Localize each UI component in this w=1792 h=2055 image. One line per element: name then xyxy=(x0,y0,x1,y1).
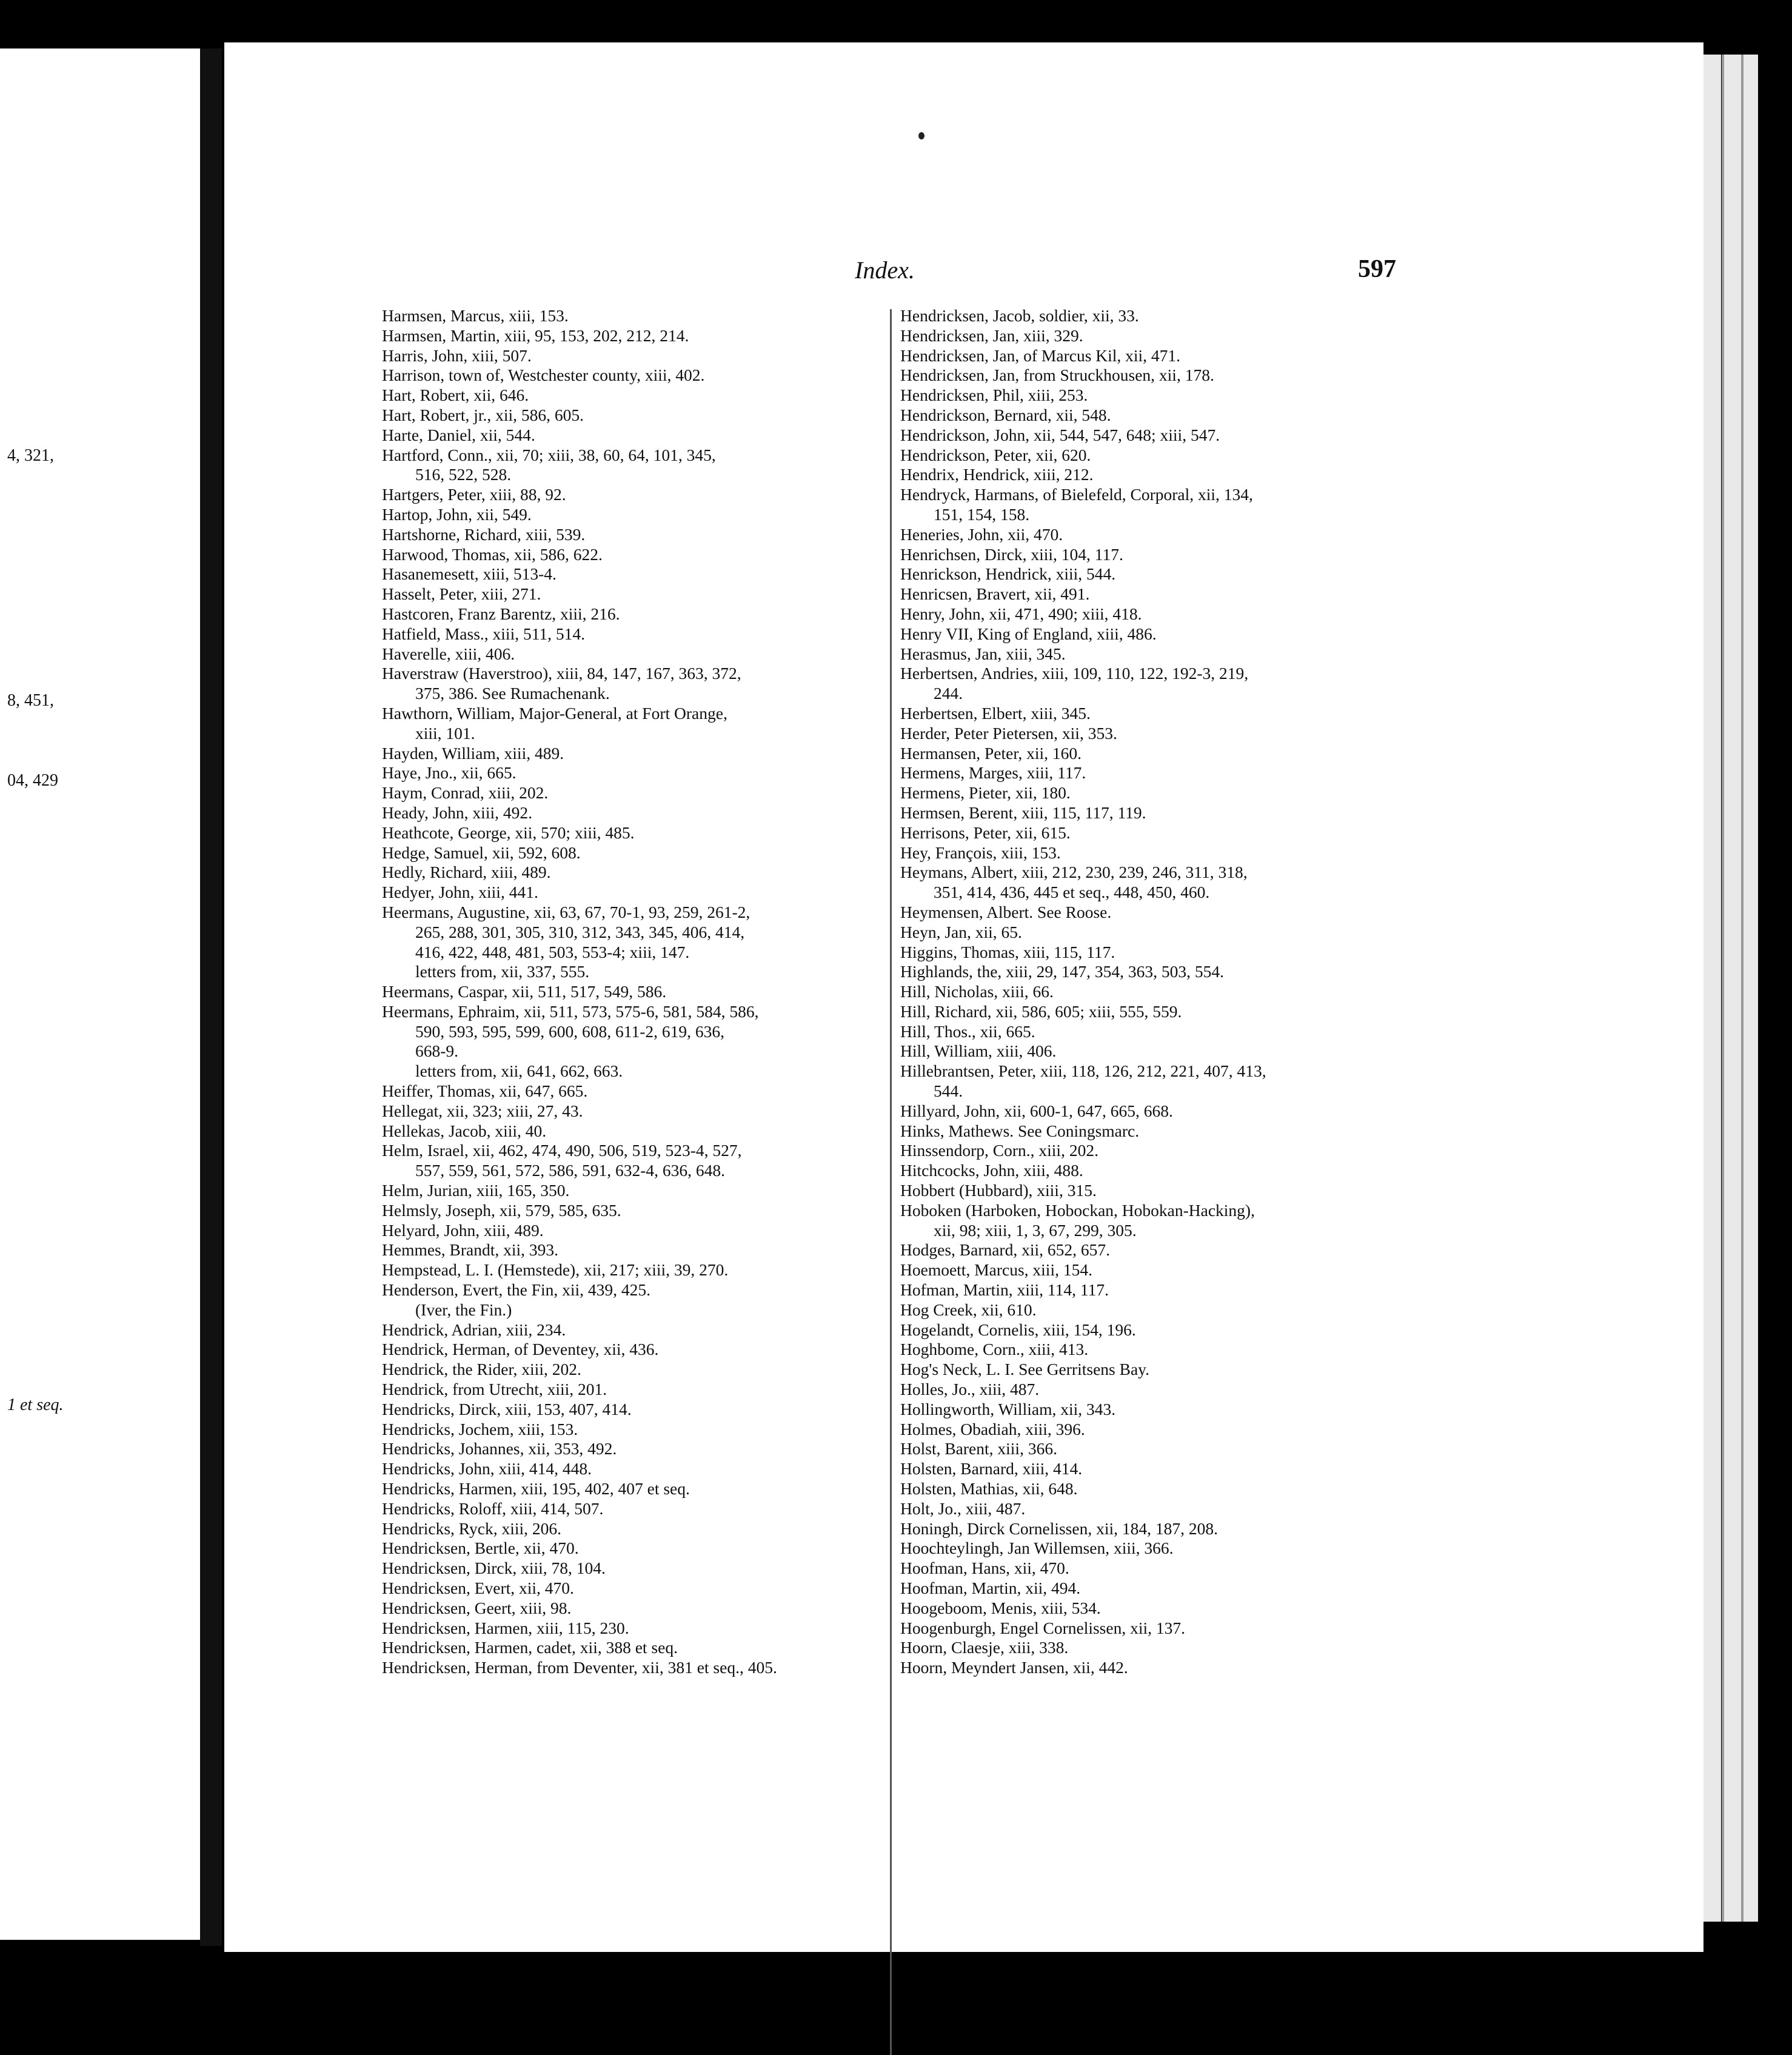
index-entry: 516, 522, 528. xyxy=(415,465,512,484)
index-entry: Hedly, Richard, xiii, 489. xyxy=(382,863,551,882)
facing-page-fragment: 4, 321, xyxy=(7,446,54,465)
index-entry: Holt, Jo., xiii, 487. xyxy=(900,1499,1026,1518)
index-column-right xyxy=(900,306,1416,1678)
index-entry: Haverelle, xiii, 406. xyxy=(382,644,515,663)
index-entry: Hoboken (Harboken, Hobockan, Hobokan-Hacking), xyxy=(900,1200,1255,1220)
index-entry: Hoemoett, Marcus, xiii, 154. xyxy=(900,1260,1092,1280)
index-entry: Hoochteylingh, Jan Willemsen, xiii, 366. xyxy=(900,1539,1174,1558)
index-entry: Hellegat, xii, 323; xiii, 27, 43. xyxy=(382,1101,583,1120)
index-entry: Hoghbome, Corn., xiii, 413. xyxy=(900,1340,1089,1359)
index-entry: Hendrickson, Bernard, xii, 548. xyxy=(900,405,1111,424)
index-entry: Hoorn, Claesje, xiii, 338. xyxy=(900,1638,1069,1657)
index-entry: Hoofman, Hans, xii, 470. xyxy=(900,1559,1069,1578)
index-entry: Hendricks, Dirck, xiii, 153, 407, 414. xyxy=(382,1399,632,1418)
index-entry: Hendricksen, Phil, xiii, 253. xyxy=(900,386,1088,405)
index-entry: (Iver, the Fin.) xyxy=(415,1300,512,1319)
index-entry: Hart, Robert, jr., xii, 586, 605. xyxy=(382,405,584,424)
index-entry: Hendrick, Adrian, xiii, 234. xyxy=(382,1320,566,1339)
index-entry: Herbertsen, Elbert, xiii, 345. xyxy=(900,703,1091,723)
index-entry: 590, 593, 595, 599, 600, 608, 611-2, 619, 636, xyxy=(415,1021,725,1041)
index-page xyxy=(224,42,1703,1952)
facing-page-fragment: 1 et seq. xyxy=(7,1395,64,1414)
index-entry: Hendrick, Herman, of Deventey, xii, 436. xyxy=(382,1340,659,1359)
index-entry: Hog's Neck, L. I. See Gerritsens Bay. xyxy=(900,1360,1149,1379)
index-entry: Henrichsen, Dirck, xiii, 104, 117. xyxy=(900,544,1123,564)
index-entry: Hendricksen, Jan, from Struckhousen, xii, 178. xyxy=(900,366,1214,385)
index-entry: Hendricks, Harmen, xiii, 195, 402, 407 et seq. xyxy=(382,1479,690,1499)
index-entry: Hendricks, Ryck, xiii, 206. xyxy=(382,1519,562,1538)
index-entry: Henry, John, xii, 471, 490; xiii, 418. xyxy=(900,604,1142,623)
index-entry: Heymensen, Albert. See Roose. xyxy=(900,902,1112,921)
index-entry: Hoogeboom, Menis, xiii, 534. xyxy=(900,1598,1101,1617)
index-entry: Henrickson, Hendrick, xiii, 544. xyxy=(900,564,1116,584)
column-divider xyxy=(890,309,892,2055)
index-entry: Hermansen, Peter, xii, 160. xyxy=(900,743,1082,763)
index-entry: Heady, John, xiii, 492. xyxy=(382,803,532,822)
index-entry: Haym, Conrad, xiii, 202. xyxy=(382,783,549,803)
page-number: 597 xyxy=(1358,255,1396,283)
index-entry: Hendricks, Jochem, xiii, 153. xyxy=(382,1419,578,1439)
index-entry: Henricsen, Bravert, xii, 491. xyxy=(900,584,1090,604)
index-entry: 351, 414, 436, 445 et seq., 448, 450, 460. xyxy=(934,883,1210,902)
index-entry: Helm, Jurian, xiii, 165, 350. xyxy=(382,1181,570,1200)
index-entry: Hartgers, Peter, xiii, 88, 92. xyxy=(382,485,566,504)
index-entry: Heyn, Jan, xii, 65. xyxy=(900,922,1022,941)
index-entry: Hawthorn, William, Major-General, at Fort Orange, xyxy=(382,703,727,723)
index-entry: Hoofman, Martin, xii, 494. xyxy=(900,1579,1081,1597)
index-entry: Hendricksen, Geert, xiii, 98. xyxy=(382,1598,572,1617)
index-entry: Hendricks, John, xiii, 414, 448. xyxy=(382,1459,592,1479)
index-entry: Hendricksen, Dirck, xiii, 78, 104. xyxy=(382,1559,606,1578)
index-entry: Holsten, Barnard, xiii, 414. xyxy=(900,1459,1083,1479)
index-entry: 544. xyxy=(934,1081,963,1101)
index-entry: Hey, François, xiii, 153. xyxy=(900,843,1061,862)
index-entry: Hendrick, from Utrecht, xiii, 201. xyxy=(382,1380,607,1399)
index-entry: Heermans, Augustine, xii, 63, 67, 70-1, 93, 259, 261-2, xyxy=(382,902,751,921)
index-entry: Herasmus, Jan, xiii, 345. xyxy=(900,644,1066,663)
index-entry: Hendricksen, Harmen, cadet, xii, 388 et seq. xyxy=(382,1638,678,1657)
index-entry: Hellekas, Jacob, xiii, 40. xyxy=(382,1121,547,1140)
index-column-left xyxy=(382,306,897,1678)
index-entry: Harwood, Thomas, xii, 586, 622. xyxy=(382,544,603,564)
index-entry: Hendricksen, Herman, from Deventer, xii, 381 et seq., 405. xyxy=(382,1658,777,1677)
index-entry: Hoorn, Meyndert Jansen, xii, 442. xyxy=(900,1658,1128,1677)
index-entry: Helmsly, Joseph, xii, 579, 585, 635. xyxy=(382,1200,621,1220)
index-entry: Hayden, William, xiii, 489. xyxy=(382,743,564,763)
index-entry: Hendrickson, Peter, xii, 620. xyxy=(900,445,1091,464)
index-entry: Hill, William, xiii, 406. xyxy=(900,1041,1057,1061)
index-entry: Heermans, Caspar, xii, 511, 517, 549, 586. xyxy=(382,982,667,1001)
index-entry: Haverstraw (Haverstroo), xiii, 84, 147, 167, 363, 372, xyxy=(382,664,741,683)
index-entry: Hill, Nicholas, xiii, 66. xyxy=(900,982,1054,1001)
index-entry: Hobbert (Hubbard), xiii, 315. xyxy=(900,1181,1097,1200)
page-stack-edge xyxy=(1700,55,1721,1922)
index-entry: Holst, Barent, xiii, 366. xyxy=(900,1439,1057,1459)
index-entry: Heermans, Ephraim, xii, 511, 573, 575-6, 581, 584, 586, xyxy=(382,1001,759,1021)
index-entry: Hendrick, the Rider, xiii, 202. xyxy=(382,1360,581,1379)
index-entry: Harrison, town of, Westchester county, xiii, 402. xyxy=(382,366,705,385)
index-entry: Hendricksen, Bertle, xii, 470. xyxy=(382,1539,579,1558)
index-entry: Hendricksen, Jacob, soldier, xii, 33. xyxy=(900,306,1139,325)
index-entry: Hartford, Conn., xii, 70; xiii, 38, 60, 64, 101, 345, xyxy=(382,445,716,464)
index-entry: letters from, xii, 641, 662, 663. xyxy=(415,1061,623,1081)
index-entry: Hendricksen, Harmen, xiii, 115, 230. xyxy=(382,1618,629,1637)
index-entry: Hatfield, Mass., xiii, 511, 514. xyxy=(382,624,586,643)
facing-page-fragment: 8, 451, xyxy=(7,691,54,710)
index-entry: Hasselt, Peter, xiii, 271. xyxy=(382,584,541,604)
index-entry: Holmes, Obadiah, xiii, 396. xyxy=(900,1419,1085,1439)
index-entry: Herbertsen, Andries, xiii, 109, 110, 122, 192-3, 219, xyxy=(900,664,1249,683)
index-entry: Haye, Jno., xii, 665. xyxy=(382,763,517,783)
index-entry: letters from, xii, 337, 555. xyxy=(415,962,590,981)
index-entry: Hendricksen, Evert, xii, 470. xyxy=(382,1579,574,1597)
index-entry: Holles, Jo., xiii, 487. xyxy=(900,1380,1040,1399)
index-entry: 557, 559, 561, 572, 586, 591, 632-4, 636, 648. xyxy=(415,1161,726,1180)
index-entry: Hinssendorp, Corn., xiii, 202. xyxy=(900,1141,1098,1160)
index-entry: Hofman, Martin, xiii, 114, 117. xyxy=(900,1280,1109,1300)
index-entry: Hillebrantsen, Peter, xiii, 118, 126, 212, 221, 407, 413, xyxy=(900,1061,1266,1081)
index-entry: Hendricks, Johannes, xii, 353, 492. xyxy=(382,1439,617,1459)
index-entry: Henderson, Evert, the Fin, xii, 439, 425. xyxy=(382,1280,650,1300)
index-entry: Hemmes, Brandt, xii, 393. xyxy=(382,1240,559,1260)
index-entry: Hillyard, John, xii, 600-1, 647, 665, 668. xyxy=(900,1101,1173,1120)
index-entry: xii, 98; xiii, 1, 3, 67, 299, 305. xyxy=(934,1220,1137,1240)
index-entry: Hasanemesett, xiii, 513-4. xyxy=(382,564,557,584)
index-entry: xiii, 101. xyxy=(415,723,475,743)
index-entry: Harris, John, xiii, 507. xyxy=(382,346,532,365)
index-entry: Harmsen, Martin, xiii, 95, 153, 202, 212, 214. xyxy=(382,326,689,345)
index-entry: Herrisons, Peter, xii, 615. xyxy=(900,823,1071,842)
index-entry: Hollingworth, William, xii, 343. xyxy=(900,1399,1116,1418)
page-stack-edge xyxy=(1741,55,1758,1922)
index-entry: 375, 386. See Rumachenank. xyxy=(415,684,610,703)
index-entry: Hogelandt, Cornelis, xiii, 154, 196. xyxy=(900,1320,1136,1339)
index-entry: Heathcote, George, xii, 570; xiii, 485. xyxy=(382,823,635,842)
facing-page-fragment: 04, 429 xyxy=(7,771,58,790)
index-entry: Herder, Peter Pietersen, xii, 353. xyxy=(900,723,1117,743)
index-entry: Hodges, Barnard, xii, 652, 657. xyxy=(900,1240,1110,1260)
index-entry: Harmsen, Marcus, xiii, 153. xyxy=(382,306,569,325)
index-entry: Higgins, Thomas, xiii, 115, 117. xyxy=(900,942,1115,961)
index-entry: Harte, Daniel, xii, 544. xyxy=(382,425,535,444)
print-mark xyxy=(918,132,924,139)
index-entry: Heiffer, Thomas, xii, 647, 665. xyxy=(382,1081,588,1101)
facing-page-edge xyxy=(0,48,206,1940)
index-entry: Hermsen, Berent, xiii, 115, 117, 119. xyxy=(900,803,1146,822)
index-entry: Highlands, the, xiii, 29, 147, 354, 363, 503, 554. xyxy=(900,962,1224,981)
index-entry: Hermens, Pieter, xii, 180. xyxy=(900,783,1071,803)
index-entry: Hoogenburgh, Engel Cornelissen, xii, 137. xyxy=(900,1618,1185,1637)
index-entry: Hartop, John, xii, 549. xyxy=(382,504,532,524)
index-entry: Heneries, John, xii, 470. xyxy=(900,524,1063,544)
index-entry: Henry VII, King of England, xiii, 486. xyxy=(900,624,1157,643)
index-entry: Hedyer, John, xiii, 441. xyxy=(382,883,538,902)
index-entry: Hermens, Marges, xiii, 117. xyxy=(900,763,1086,783)
index-entry: 265, 288, 301, 305, 310, 312, 343, 345, 406, 414, xyxy=(415,922,745,941)
index-entry: Hedge, Samuel, xii, 592, 608. xyxy=(382,843,581,862)
index-entry: 668-9. xyxy=(415,1041,459,1061)
index-entry: Hendricksen, Jan, of Marcus Kil, xii, 471. xyxy=(900,346,1181,365)
index-entry: Hill, Thos., xii, 665. xyxy=(900,1021,1035,1041)
index-entry: Hendryck, Harmans, of Bielefeld, Corporal, xii, 134, xyxy=(900,485,1253,504)
index-entry: Hinks, Mathews. See Coningsmarc. xyxy=(900,1121,1140,1140)
index-entry: Hog Creek, xii, 610. xyxy=(900,1300,1037,1319)
index-entry: 151, 154, 158. xyxy=(934,504,1030,524)
index-entry: Helyard, John, xiii, 489. xyxy=(382,1220,544,1240)
page-stack-edge xyxy=(1722,55,1741,1922)
index-entry: Hendricks, Roloff, xiii, 414, 507. xyxy=(382,1499,604,1518)
index-entry: Hendrickson, John, xii, 544, 547, 648; xiii, 547. xyxy=(900,425,1220,444)
index-entry: Heymans, Albert, xiii, 212, 230, 239, 246, 311, 318, xyxy=(900,863,1248,882)
index-entry: Hendricksen, Jan, xiii, 329. xyxy=(900,326,1083,345)
book-gutter xyxy=(200,48,222,1946)
running-header: Index. xyxy=(855,256,915,284)
index-entry: Hempstead, L. I. (Hemstede), xii, 217; xiii, 39, 270. xyxy=(382,1260,729,1280)
index-entry: Hart, Robert, xii, 646. xyxy=(382,386,529,405)
index-entry: 416, 422, 448, 481, 503, 553-4; xiii, 147. xyxy=(415,942,690,961)
index-entry: Hill, Richard, xii, 586, 605; xiii, 555, 559. xyxy=(900,1001,1182,1021)
index-entry: Honingh, Dirck Cornelissen, xii, 184, 187, 208. xyxy=(900,1519,1218,1538)
index-entry: Helm, Israel, xii, 462, 474, 490, 506, 519, 523-4, 527, xyxy=(382,1141,742,1160)
index-entry: Hartshorne, Richard, xiii, 539. xyxy=(382,524,586,544)
index-entry: 244. xyxy=(934,684,963,703)
index-entry: Holsten, Mathias, xii, 648. xyxy=(900,1479,1078,1499)
index-entry: Hendrix, Hendrick, xiii, 212. xyxy=(900,465,1094,484)
index-entry: Hastcoren, Franz Barentz, xiii, 216. xyxy=(382,604,620,623)
index-entry: Hitchcocks, John, xiii, 488. xyxy=(900,1161,1083,1180)
